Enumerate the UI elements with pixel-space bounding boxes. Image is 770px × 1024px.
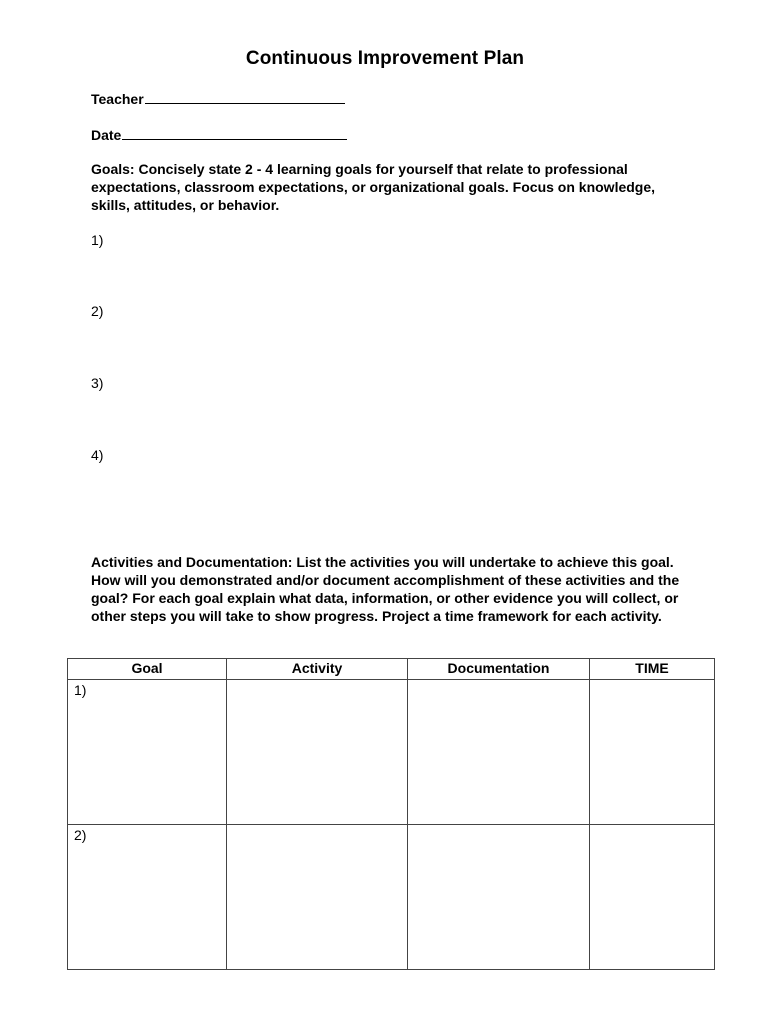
teacher-label: Teacher: [91, 91, 144, 107]
documentation-cell[interactable]: [408, 825, 590, 970]
teacher-field: [91, 90, 345, 107]
time-cell[interactable]: [590, 680, 715, 825]
time-cell[interactable]: [590, 825, 715, 970]
row-label: 2): [74, 827, 87, 843]
header-goal: Goal: [68, 659, 227, 680]
goal-cell[interactable]: [68, 825, 227, 970]
activities-instructions: Activities and Documentation: List the activities you will undertake to achieve this goal. How will you demonstrated and/or document accomplishment of these activities and the goal? For each goal explain what data, information, or other evidence you will collect, or other steps you will take to show progress. Project a time framework for each activity.: [91, 554, 680, 624]
row-label: 1): [74, 682, 87, 698]
date-blank-line[interactable]: [122, 126, 347, 140]
header-activity: Activity: [227, 659, 408, 680]
date-label: Date: [91, 127, 122, 143]
plan-table: [67, 658, 715, 970]
goals-instructions: Goals: Concisely state 2 - 4 learning goals for yourself that relate to professional expectations, classroom expectations, or organizational goals. Focus on knowledge, skills, attitudes, or behavior.: [91, 161, 656, 213]
goal-number-1: 1): [91, 232, 104, 248]
teacher-blank-line[interactable]: [145, 90, 345, 104]
goal-number-4: 4): [91, 447, 104, 463]
table-row: [68, 825, 715, 970]
goal-number-2: 2): [91, 303, 104, 319]
goal-cell[interactable]: [68, 680, 227, 825]
header-documentation: Documentation: [408, 659, 590, 680]
table-row: [68, 680, 715, 825]
date-field: [91, 126, 347, 143]
page-title: Continuous Improvement Plan: [245, 48, 525, 69]
header-time: TIME: [590, 659, 715, 680]
documentation-cell[interactable]: [408, 680, 590, 825]
table-header-row: [68, 659, 715, 680]
goal-number-3: 3): [91, 375, 104, 391]
activity-cell[interactable]: [227, 680, 408, 825]
activity-cell[interactable]: [227, 825, 408, 970]
